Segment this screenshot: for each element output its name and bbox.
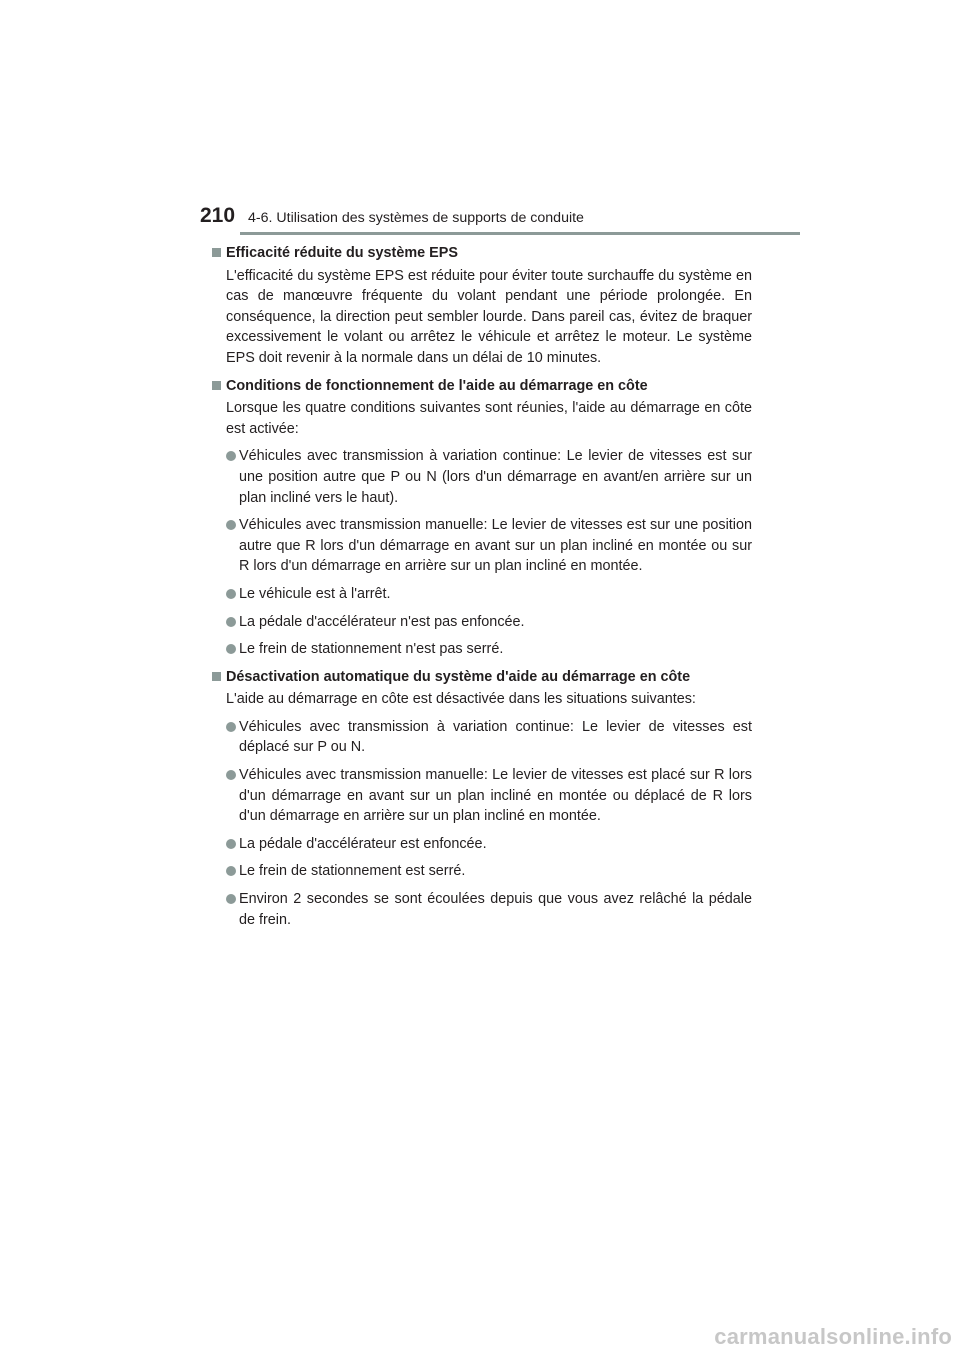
round-bullet-icon bbox=[226, 866, 236, 876]
list-item bbox=[226, 612, 752, 633]
section-hill-start-deactivation bbox=[212, 667, 752, 931]
list-item-text: Le véhicule est à l'arrêt. bbox=[239, 585, 391, 602]
site-watermark: carmanualsonline.info bbox=[714, 1324, 952, 1349]
section-heading-text: Désactivation automatique du système d'aide au démarrage en côte bbox=[226, 668, 691, 685]
section-paragraph: L'aide au démarrage en côte est désactivée dans les situations suivantes: bbox=[226, 691, 696, 708]
list-item bbox=[226, 889, 752, 930]
list-item bbox=[226, 639, 752, 660]
list-item-text: Véhicules avec transmission à variation continue: Le levier de vitesses est sur une position autre que P ou N (lors d'un démarrage en avant/en arrière sur un plan incliné vers le haut). bbox=[239, 448, 752, 506]
page-header bbox=[200, 204, 800, 234]
list-item-text: Le frein de stationnement est serré. bbox=[239, 863, 466, 880]
list-item bbox=[226, 861, 752, 882]
list-item-text: Véhicules avec transmission à variation continue: Le levier de vitesses est déplacé sur P ou N. bbox=[239, 718, 752, 756]
list-item-text: La pédale d'accélérateur n'est pas enfoncée. bbox=[239, 613, 525, 630]
round-bullet-icon bbox=[226, 451, 236, 461]
square-bullet-icon bbox=[212, 672, 221, 681]
list-item-text: Véhicules avec transmission manuelle: Le levier de vitesses est placé sur R lors d'un démarrage en avant sur un plan incliné en montée ou déplacé de R lors d'un démarrage en arrière sur un plan incliné en montée. bbox=[239, 767, 752, 825]
round-bullet-icon bbox=[226, 770, 236, 780]
round-bullet-icon bbox=[226, 644, 236, 654]
round-bullet-icon bbox=[226, 617, 236, 627]
list-item-text: La pédale d'accélérateur est enfoncée. bbox=[239, 835, 487, 852]
list-item bbox=[226, 446, 752, 508]
section-heading bbox=[212, 243, 752, 264]
header-rule bbox=[240, 232, 800, 235]
page-number: 210 bbox=[200, 204, 236, 227]
square-bullet-icon bbox=[212, 248, 221, 257]
list-item bbox=[226, 765, 752, 827]
list-item bbox=[226, 717, 752, 758]
round-bullet-icon bbox=[226, 722, 236, 732]
round-bullet-icon bbox=[226, 839, 236, 849]
section-heading-text: Efficacité réduite du système EPS bbox=[226, 245, 458, 261]
bullet-list bbox=[226, 446, 752, 659]
round-bullet-icon bbox=[226, 589, 236, 599]
round-bullet-icon bbox=[226, 894, 236, 904]
section-heading bbox=[212, 376, 752, 397]
page-content bbox=[212, 243, 752, 937]
list-item-text: Véhicules avec transmission manuelle: Le levier de vitesses est sur une position autre que R lors d'un démarrage en avant sur un plan incliné en montée ou sur R lors d'un démarrage en arrière sur un plan incliné en montée. bbox=[239, 517, 752, 575]
list-item bbox=[226, 834, 752, 855]
section-eps bbox=[212, 243, 752, 369]
square-bullet-icon bbox=[212, 381, 221, 390]
list-item-text: Le frein de stationnement n'est pas serré. bbox=[239, 641, 504, 658]
list-item-text: Environ 2 secondes se sont écoulées depuis que vous avez relâché la pédale de frein. bbox=[239, 891, 752, 928]
section-heading bbox=[212, 667, 752, 688]
section-title: 4-6. Utilisation des systèmes de supports de conduite bbox=[248, 210, 584, 226]
list-item bbox=[226, 584, 752, 605]
section-paragraph: L'efficacité du système EPS est réduite pour éviter toute surchauffe du système en cas de manœuvre fréquente du volant pendant une période prolongée. En conséquence, la direction peut sembler lourde. Dans pareil cas, évitez de braquer excessivement le volant ou arrêtez le véhicule et arrêtez le moteur. Le système EPS doit revenir à la normale dans un délai de 10 minutes. bbox=[226, 267, 752, 366]
round-bullet-icon bbox=[226, 520, 236, 530]
list-item bbox=[226, 515, 752, 577]
section-heading-text: Conditions de fonctionnement de l'aide au démarrage en côte bbox=[226, 377, 648, 394]
section-hill-start-conditions bbox=[212, 376, 752, 660]
bullet-list bbox=[226, 717, 752, 930]
section-paragraph: Lorsque les quatre conditions suivantes sont réunies, l'aide au démarrage en côte est activée: bbox=[226, 400, 752, 437]
